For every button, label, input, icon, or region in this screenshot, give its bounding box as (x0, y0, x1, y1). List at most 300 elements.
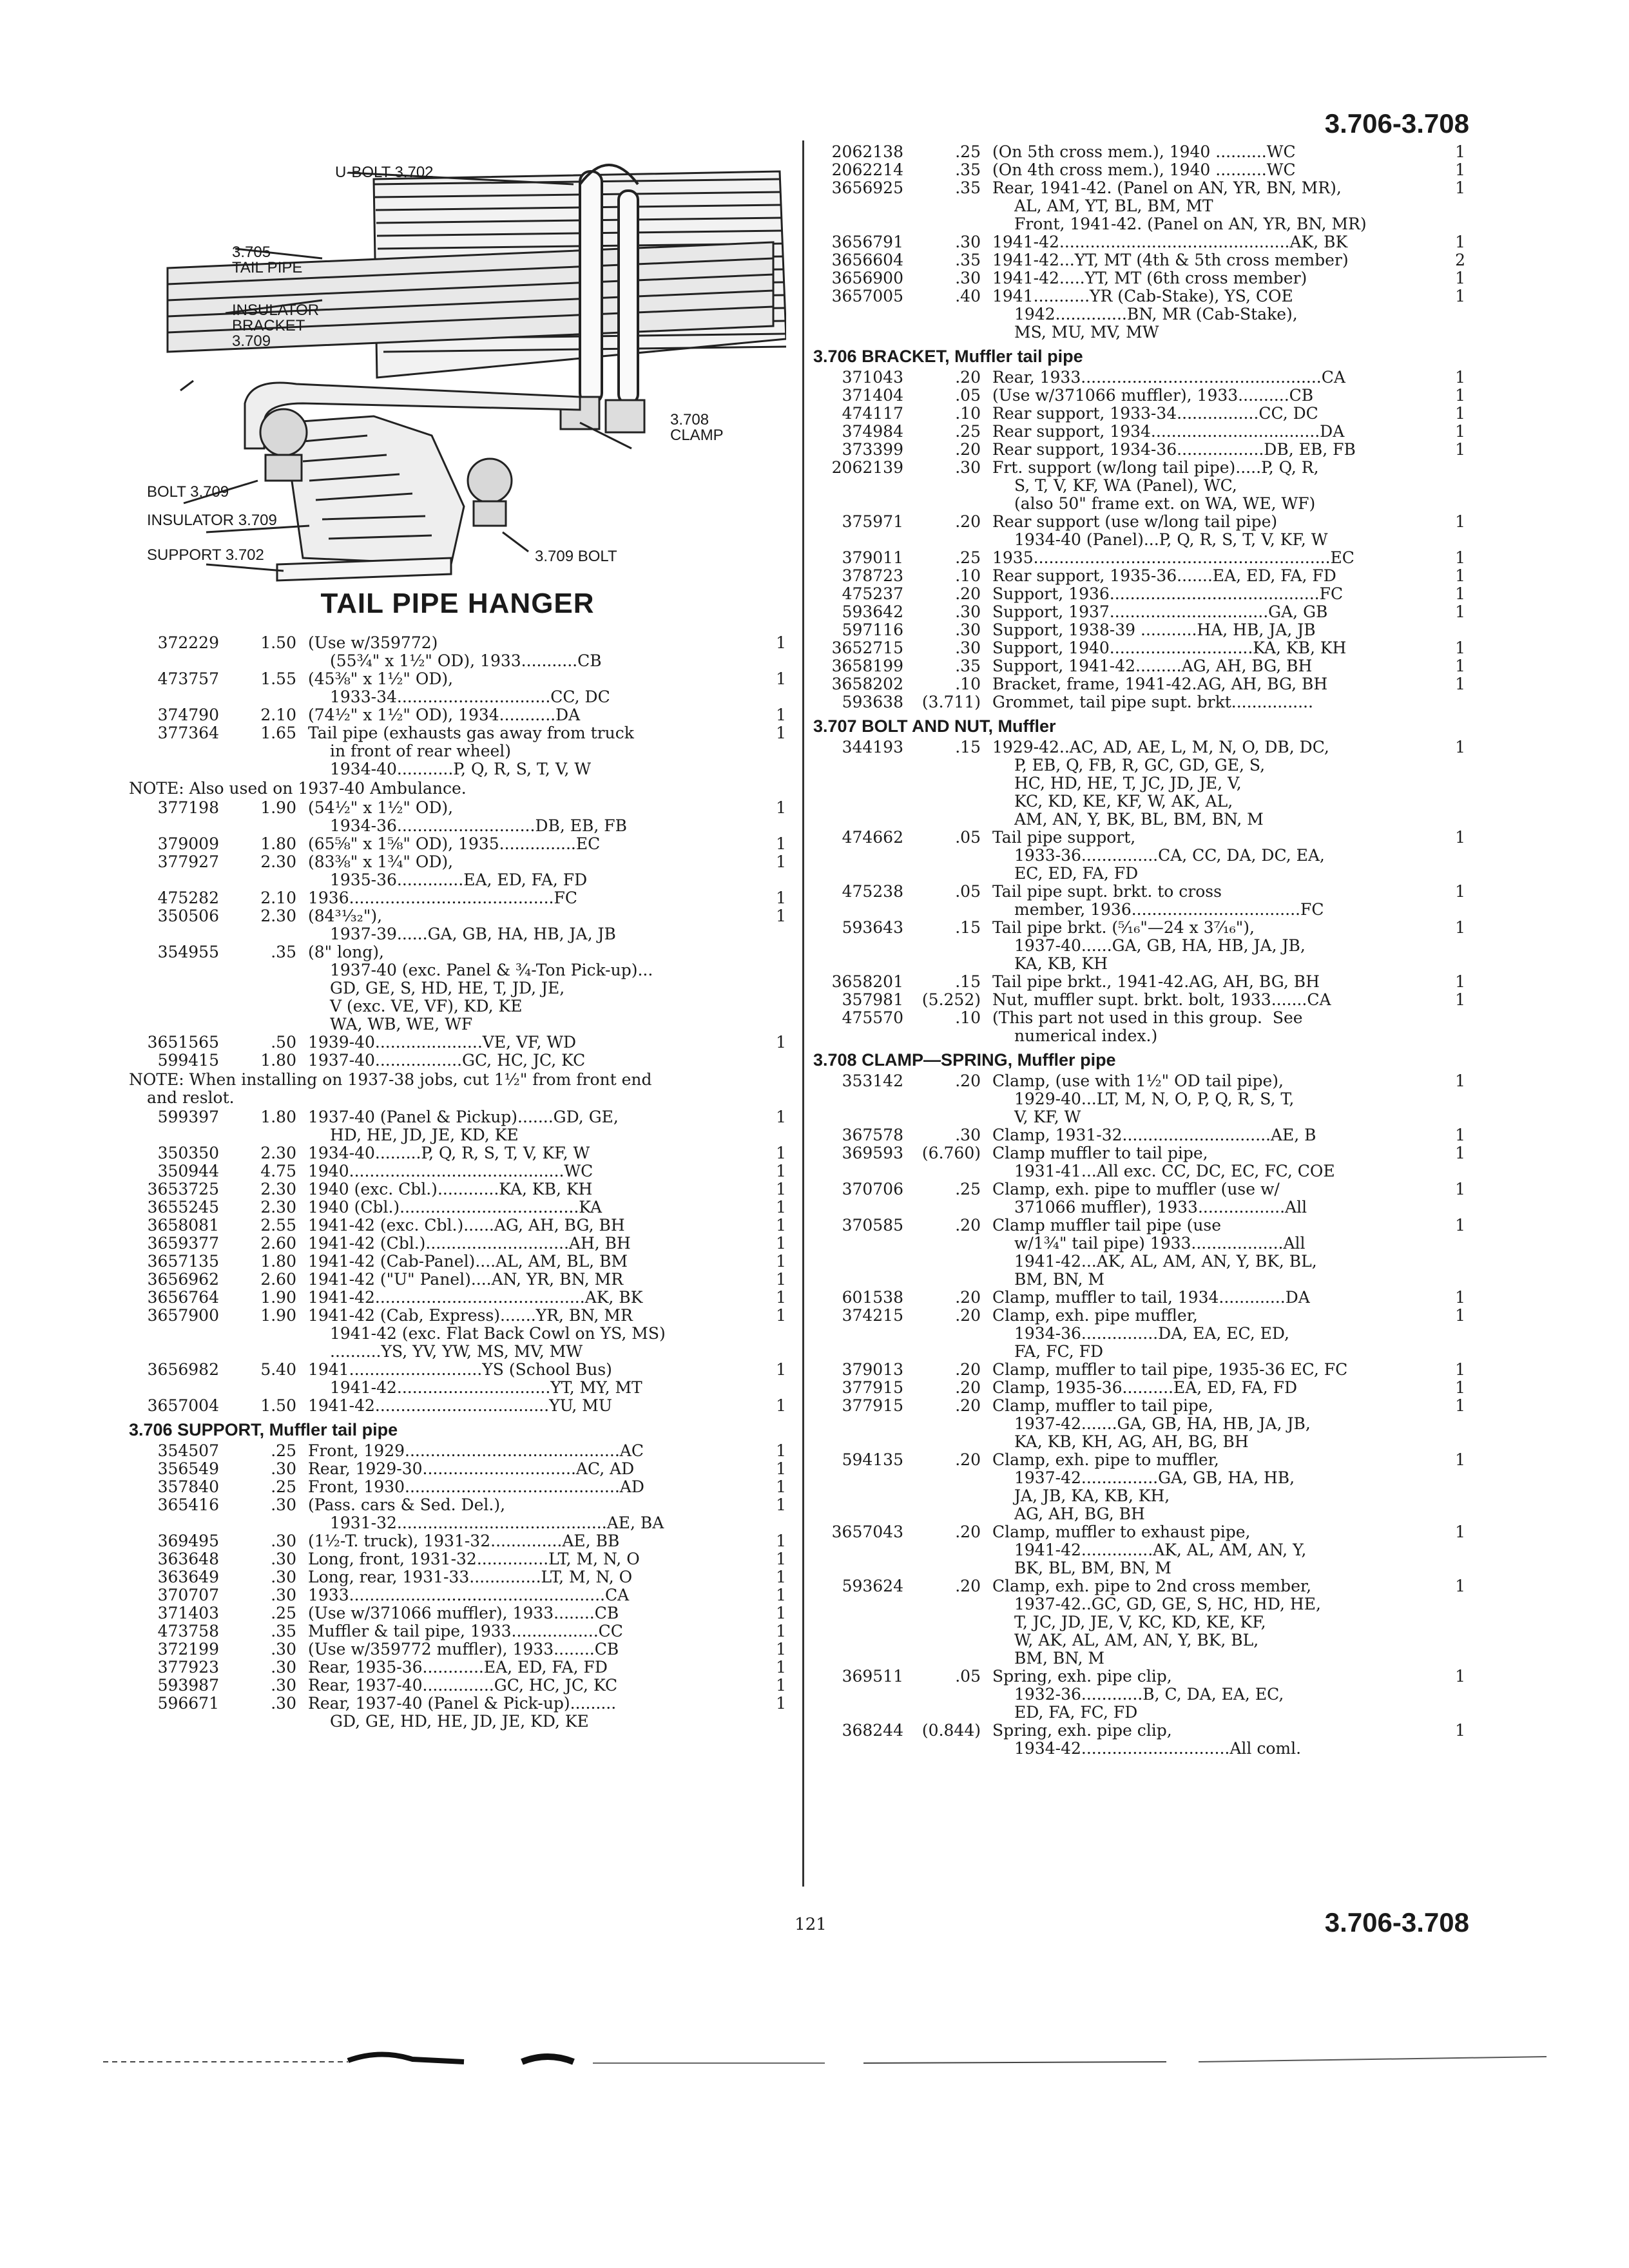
part-price: .15 (955, 972, 981, 991)
right-parts-list (813, 143, 1465, 1758)
part-quantity: 1 (1455, 178, 1465, 197)
part-row (813, 251, 1465, 269)
description-line: 1934-36...........................DB, EB, FB (330, 816, 627, 835)
part-quantity: 1 (1455, 386, 1465, 405)
description-line: Clamp, muffler to tail pipe, (992, 1396, 1213, 1415)
description-line: Rear, 1929-30..............................AC, AD (308, 1459, 635, 1478)
part-price: .10 (955, 566, 981, 585)
part-row (129, 1162, 786, 1180)
part-quantity: 1 (776, 1622, 786, 1640)
part-price: .30 (955, 233, 981, 251)
description-line: Tail pipe support, (992, 828, 1136, 847)
part-number: 3657135 (147, 1252, 219, 1271)
description-line: Rear, 1937-40..............GC, HC, JC, KC (308, 1676, 618, 1695)
part-number: 350944 (157, 1162, 219, 1180)
part-price: .25 (271, 1604, 296, 1622)
column-divider (802, 140, 804, 1887)
part-quantity: 1 (1455, 1306, 1465, 1325)
description-line: (also 50" frame ext. on WA, WE, WF) (1014, 494, 1316, 513)
part-price: .20 (955, 1523, 981, 1541)
part-description (992, 369, 1440, 387)
description-line: 1934-42.............................All coml. (1014, 1739, 1302, 1758)
note-line: and reslot. (147, 1088, 235, 1107)
part-number: 367578 (842, 1126, 903, 1144)
description-line: JA, JB, KA, KB, KH, (1014, 1486, 1170, 1505)
figure-title: TAIL PIPE HANGER (320, 588, 595, 619)
part-row (129, 1460, 786, 1478)
part-quantity: 1 (1455, 882, 1465, 901)
part-price: 2.10 (260, 706, 296, 724)
part-number: 475238 (842, 882, 903, 901)
part-number: 475237 (842, 584, 903, 603)
part-price: .05 (955, 1667, 981, 1686)
part-quantity: 1 (1455, 233, 1465, 251)
description-line: Spring, exh. pipe clip, (992, 1667, 1172, 1686)
description-line: w/1¾" tail pipe) 1933..................All (1014, 1234, 1306, 1253)
part-description (992, 991, 1440, 1009)
part-row (813, 1072, 1465, 1126)
description-line: P, EB, Q, FB, R, GC, GD, GE, S, (1014, 756, 1266, 774)
description-line: (On 5th cross mem.), 1940 ..........WC (992, 142, 1296, 161)
part-price: .30 (955, 602, 981, 621)
part-price: 1.50 (260, 1396, 296, 1415)
part-price: .15 (955, 738, 981, 756)
part-description (992, 1451, 1440, 1523)
part-price: (6.760) (921, 1144, 981, 1162)
part-quantity: 1 (776, 798, 786, 817)
part-number: 3656962 (147, 1270, 219, 1289)
part-number: 354507 (157, 1441, 219, 1460)
description-line: Rear support, 1935-36.......EA, ED, FA, FD (992, 566, 1336, 585)
part-description (992, 269, 1440, 287)
part-price: 1.80 (260, 1108, 296, 1126)
part-description (992, 675, 1440, 693)
part-number: 371404 (842, 386, 903, 405)
part-price: .35 (271, 1622, 296, 1640)
description-line: 1934-40 (Panel)...P, Q, R, S, T, V, KF, W (1014, 530, 1328, 549)
description-line: 1940..........................................WC (308, 1162, 593, 1180)
part-number: 3657005 (831, 287, 903, 305)
part-row (813, 143, 1465, 161)
part-price: .05 (955, 882, 981, 901)
part-price: .20 (955, 584, 981, 603)
part-quantity: 1 (776, 889, 786, 907)
part-quantity: 1 (1455, 972, 1465, 991)
part-row (813, 161, 1465, 179)
part-price: 1.90 (260, 1306, 296, 1325)
description-line: 1935..........................................................EC (992, 548, 1354, 567)
part-price: 1.55 (260, 669, 296, 688)
part-number: 475570 (842, 1008, 903, 1027)
part-row (813, 269, 1465, 287)
description-line: 1941-42.....YT, MT (6th cross member) (992, 269, 1307, 287)
part-price: (5.252) (921, 990, 981, 1009)
part-price: .30 (271, 1495, 296, 1514)
description-line: S, T, V, KF, WA (Panel), WC, (1014, 476, 1237, 495)
part-quantity: 1 (1455, 990, 1465, 1009)
part-price: .20 (955, 1378, 981, 1397)
description-line: 1941-42..............................YT, MY, MT (330, 1378, 642, 1397)
description-line: AG, AH, BG, BH (1014, 1504, 1145, 1523)
part-number: 377915 (842, 1396, 903, 1415)
description-line: Nut, muffler supt. brkt. bolt, 1933.......CA (992, 990, 1331, 1009)
description-line: 1939-40.....................VE, VF, WD (308, 1033, 577, 1052)
part-row (813, 387, 1465, 405)
section-heading: 3.707 BOLT AND NUT, Muffler (813, 716, 1056, 736)
part-number: 350506 (157, 907, 219, 925)
part-row (129, 670, 786, 706)
part-number: 599415 (157, 1051, 219, 1070)
description-line: member, 1936.................................FC (1014, 900, 1324, 919)
part-description (308, 1162, 760, 1180)
part-quantity: 1 (776, 1360, 786, 1379)
part-description (308, 943, 760, 1033)
part-number: 350350 (157, 1144, 219, 1162)
part-number: 379009 (157, 834, 219, 853)
part-quantity: 1 (1455, 1144, 1465, 1162)
part-description (992, 179, 1440, 233)
description-line: 1940 (exc. Cbl.)............KA, KB, KH (308, 1180, 593, 1198)
part-price: .50 (271, 1033, 296, 1052)
part-price: .30 (271, 1550, 296, 1568)
part-row (813, 675, 1465, 693)
description-line: 1934-36...............DA, EA, EC, ED, (1014, 1324, 1290, 1343)
part-description (308, 1108, 760, 1144)
part-number: 3658199 (831, 657, 903, 675)
description-line: 1941-42...AK, AL, AM, AN, Y, BK, BL, (1014, 1252, 1317, 1271)
part-quantity: 1 (1455, 1378, 1465, 1397)
part-description (308, 1397, 760, 1415)
description-line: (1½-T. truck), 1931-32..............AE, BB (308, 1532, 620, 1550)
description-line: KA, KB, KH, AG, AH, BG, BH (1014, 1432, 1249, 1451)
description-line: 1937-40 (exc. Panel & ¾-Ton Pick-up)... (330, 961, 653, 979)
part-row (129, 799, 786, 835)
part-number: 379013 (842, 1360, 903, 1379)
description-line: Clamp, exh. pipe to muffler (use w/ (992, 1180, 1280, 1198)
part-price: .05 (955, 828, 981, 847)
part-number: 372199 (157, 1640, 219, 1658)
description-line: Bracket, frame, 1941-42.AG, AH, BG, BH (992, 675, 1328, 693)
part-row (813, 423, 1465, 441)
description-line: 1941-42...YT, MT (4th & 5th cross member) (992, 251, 1349, 269)
part-row (813, 621, 1465, 639)
part-price: 2.30 (260, 1144, 296, 1162)
description-line: Clamp, muffler to tail pipe, 1935-36 EC, FC (992, 1360, 1348, 1379)
description-line: 1936........................................FC (308, 889, 577, 907)
part-description (308, 1622, 760, 1640)
description-line: Tail pipe (exhausts gas away from truck (308, 724, 634, 742)
description-line: 1934-40...........P, Q, R, S, T, V, W (330, 760, 592, 778)
part-description (308, 853, 760, 889)
part-number: 377364 (157, 724, 219, 742)
part-number: 370707 (157, 1586, 219, 1604)
part-quantity: 1 (776, 706, 786, 724)
description-line: 1929-40...LT, M, N, O, P, Q, R, S, T, (1014, 1090, 1295, 1108)
part-description (308, 1695, 760, 1731)
description-line: 1941-42 (Cbl.)............................AH, BH (308, 1234, 631, 1253)
description-line: Rear, 1935-36............EA, ED, FA, FD (308, 1658, 608, 1677)
part-number: 368244 (842, 1721, 903, 1740)
part-price: .20 (955, 1306, 981, 1325)
part-quantity: 1 (776, 1568, 786, 1586)
part-row (813, 1361, 1465, 1379)
part-quantity: 1 (776, 907, 786, 925)
part-number: 594135 (842, 1450, 903, 1469)
part-quantity: 1 (776, 1252, 786, 1271)
part-description (308, 724, 760, 778)
part-quantity: 1 (1455, 512, 1465, 531)
part-description (308, 634, 760, 670)
label-insulator-bracket-3: 3.709 (232, 332, 271, 350)
part-row (129, 1144, 786, 1162)
part-number: 2062138 (831, 142, 903, 161)
part-row (813, 829, 1465, 883)
part-price: .20 (955, 1396, 981, 1415)
part-row (129, 1180, 786, 1198)
description-line: WA, WB, WE, WF (330, 1015, 473, 1033)
part-price: .20 (955, 440, 981, 459)
part-number: 369511 (842, 1667, 903, 1686)
description-line: 1941...........YR (Cab-Stake), YS, COE (992, 287, 1293, 305)
scan-artifact (103, 2042, 1547, 2081)
part-row (129, 1604, 786, 1622)
part-description (992, 1289, 1440, 1307)
part-row (813, 657, 1465, 675)
part-row (813, 1523, 1465, 1577)
support-strap (277, 558, 451, 581)
part-row (813, 639, 1465, 657)
description-line: Front, 1930..........................................AD (308, 1477, 644, 1496)
part-number: 474117 (842, 404, 903, 423)
description-line: ED, FA, FC, FD (1014, 1703, 1138, 1722)
part-number: 593624 (842, 1577, 903, 1595)
part-quantity: 1 (776, 1658, 786, 1677)
part-description (992, 405, 1440, 423)
part-description (308, 799, 760, 835)
description-line: 1937-42...............GA, GB, HA, HB, (1014, 1468, 1295, 1487)
part-description (992, 251, 1440, 269)
part-number: 363649 (157, 1568, 219, 1586)
part-number: 3658081 (147, 1216, 219, 1235)
part-number: 473758 (157, 1622, 219, 1640)
description-line: Support, 1938-39 ...........HA, HB, JA, JB (992, 620, 1316, 639)
description-line: V, KF, W (1014, 1108, 1081, 1126)
part-price: 2.10 (260, 889, 296, 907)
section-heading: 3.708 CLAMP—SPRING, Muffler pipe (813, 1050, 1116, 1070)
part-description (992, 973, 1440, 991)
part-price: .30 (955, 1126, 981, 1144)
part-quantity: 1 (776, 1288, 786, 1307)
description-line: Support, 1941-42.........AG, AH, BG, BH (992, 657, 1313, 675)
part-price: .15 (955, 918, 981, 937)
part-price: .35 (271, 943, 296, 961)
part-row (813, 1289, 1465, 1307)
description-line: HC, HD, HE, T, JC, JD, JE, V, (1014, 774, 1242, 793)
part-number: 473757 (157, 669, 219, 688)
part-number: 369495 (157, 1532, 219, 1550)
part-row (129, 1695, 786, 1731)
part-number: 3657004 (147, 1396, 219, 1415)
part-description (992, 567, 1440, 585)
part-description (308, 1235, 760, 1253)
part-row (813, 459, 1465, 513)
label-insulator: INSULATOR 3.709 (147, 512, 277, 529)
part-price: .30 (271, 1694, 296, 1713)
description-line: (84³¹⁄₃₂"), (308, 907, 383, 925)
note-line: NOTE: When installing on 1937-38 jobs, cut 1½" from front end (129, 1070, 652, 1089)
description-line: Rear support, 1933-34................CC, DC (992, 404, 1318, 423)
part-row (813, 1451, 1465, 1523)
part-number: 370706 (842, 1180, 903, 1198)
part-description (308, 1532, 760, 1550)
part-number: 373399 (842, 440, 903, 459)
description-line: Tail pipe brkt., 1941-42.AG, AH, BG, BH (992, 972, 1320, 991)
part-description (308, 1550, 760, 1568)
description-line: (65⅝" x 1⅝" OD), 1935...............EC (308, 834, 601, 853)
part-description (992, 1144, 1440, 1180)
part-price: 1.90 (260, 1288, 296, 1307)
part-row (129, 1550, 786, 1568)
description-line: (83⅜" x 1¾" OD), (308, 852, 454, 871)
part-quantity: 1 (776, 1604, 786, 1622)
part-quantity: 1 (1455, 269, 1465, 287)
part-row (813, 738, 1465, 829)
part-row (813, 233, 1465, 251)
part-price: .10 (955, 404, 981, 423)
part-quantity: 1 (1455, 1523, 1465, 1541)
part-row (813, 441, 1465, 459)
part-price: .30 (271, 1568, 296, 1586)
description-line: Front, 1941-42. (Panel on AN, YR, BN, MR) (1014, 215, 1367, 233)
part-description (308, 670, 760, 706)
part-price: 4.75 (260, 1162, 296, 1180)
part-row (813, 603, 1465, 621)
description-line: 1941-42 (Cab-Panel)....AL, AM, BL, BM (308, 1252, 628, 1271)
part-quantity: 1 (776, 1306, 786, 1325)
description-line: ..........YS, YV, YW, MS, MV, MW (330, 1342, 583, 1361)
description-line: 1933-36...............CA, CC, DA, DC, EA, (1014, 846, 1325, 865)
part-quantity: 1 (1455, 828, 1465, 847)
part-row (813, 1722, 1465, 1758)
part-price: .10 (955, 1008, 981, 1027)
part-number: 357840 (157, 1477, 219, 1496)
part-quantity: 1 (1455, 738, 1465, 756)
description-line: Rear support (use w/long tail pipe) (992, 512, 1278, 531)
part-price: .20 (955, 1072, 981, 1090)
description-line: Clamp, (use with 1½" OD tail pipe), (992, 1072, 1284, 1090)
part-number: 377923 (157, 1658, 219, 1677)
part-description (308, 1568, 760, 1586)
part-number: 3651565 (147, 1033, 219, 1052)
description-line: T, JC, JD, JE, V, KC, KD, KE, KF, (1014, 1613, 1266, 1631)
part-description (992, 738, 1440, 829)
description-line: Clamp muffler to tail pipe, (992, 1144, 1208, 1162)
description-line: 1941..........................YS (School Bus) (308, 1360, 612, 1379)
part-price: 5.40 (260, 1360, 296, 1379)
part-quantity: 1 (776, 1532, 786, 1550)
description-line: Clamp, exh. pipe to muffler, (992, 1450, 1219, 1469)
part-description (992, 423, 1440, 441)
part-number: 365416 (157, 1495, 219, 1514)
part-number: 597116 (842, 620, 903, 639)
part-quantity: 1 (776, 669, 786, 688)
part-row (129, 1442, 786, 1460)
description-line: 1929-42..AC, AD, AE, L, M, N, O, DB, DC, (992, 738, 1329, 756)
part-quantity: 1 (1455, 1577, 1465, 1595)
description-line: Support, 1936.........................................FC (992, 584, 1344, 603)
part-description (308, 1604, 760, 1622)
part-quantity: 1 (1455, 584, 1465, 603)
label-bolt: BOLT 3.709 (147, 483, 229, 501)
part-quantity: 1 (1455, 404, 1465, 423)
part-row (813, 919, 1465, 973)
part-price: .30 (955, 639, 981, 657)
description-line: EC, ED, FA, FD (1014, 864, 1139, 883)
part-row (813, 179, 1465, 233)
part-description (992, 1722, 1440, 1758)
part-price: (3.711) (921, 693, 981, 711)
description-line: (Use w/359772) (308, 633, 438, 652)
description-line: 1935-36.............EA, ED, FA, FD (330, 870, 588, 889)
part-number: 354955 (157, 943, 219, 961)
part-description (308, 1460, 760, 1478)
part-row (813, 1307, 1465, 1361)
description-line: 1937-40......GA, GB, HA, HB, JA, JB, (1014, 936, 1306, 955)
part-number: 3656982 (147, 1360, 219, 1379)
page-header-range: 3.706-3.708 (1324, 108, 1469, 139)
part-quantity: 1 (1455, 440, 1465, 459)
description-line: 1931-41...All exc. CC, DC, EC, FC, COE (1014, 1162, 1335, 1180)
part-quantity: 1 (1455, 1721, 1465, 1740)
part-row (129, 1052, 786, 1070)
part-price: (0.844) (921, 1721, 981, 1740)
part-number: 601538 (842, 1288, 903, 1307)
part-number: 370585 (842, 1216, 903, 1235)
catalog-note (129, 1071, 786, 1107)
part-number: 379011 (842, 548, 903, 567)
part-quantity: 1 (1455, 548, 1465, 567)
part-number: 593987 (157, 1676, 219, 1695)
part-price: .20 (955, 512, 981, 531)
label-tail-pipe-num: 3.705 (232, 244, 271, 261)
part-description (308, 1478, 760, 1496)
part-row (813, 1577, 1465, 1667)
part-description (308, 835, 760, 853)
part-quantity: 1 (1455, 639, 1465, 657)
part-number: 3655245 (147, 1198, 219, 1216)
part-description (992, 1523, 1440, 1577)
part-price: 1.80 (260, 1252, 296, 1271)
part-number: 593643 (842, 918, 903, 937)
part-number: 599397 (157, 1108, 219, 1126)
part-description (992, 621, 1440, 639)
part-description (992, 639, 1440, 657)
part-row (129, 835, 786, 853)
part-price: .25 (955, 142, 981, 161)
part-row (813, 973, 1465, 991)
part-quantity: 1 (776, 1495, 786, 1514)
part-description (992, 1379, 1440, 1397)
part-description (992, 287, 1440, 341)
part-quantity: 1 (1455, 1180, 1465, 1198)
part-number: 3656925 (831, 178, 903, 197)
part-row (813, 369, 1465, 387)
description-line: Clamp, 1931-32.............................AE, B (992, 1126, 1316, 1144)
part-quantity: 1 (776, 1033, 786, 1052)
description-line: Clamp, muffler to exhaust pipe, (992, 1523, 1251, 1541)
part-row (129, 1361, 786, 1397)
description-line: Spring, exh. pipe clip, (992, 1721, 1172, 1740)
